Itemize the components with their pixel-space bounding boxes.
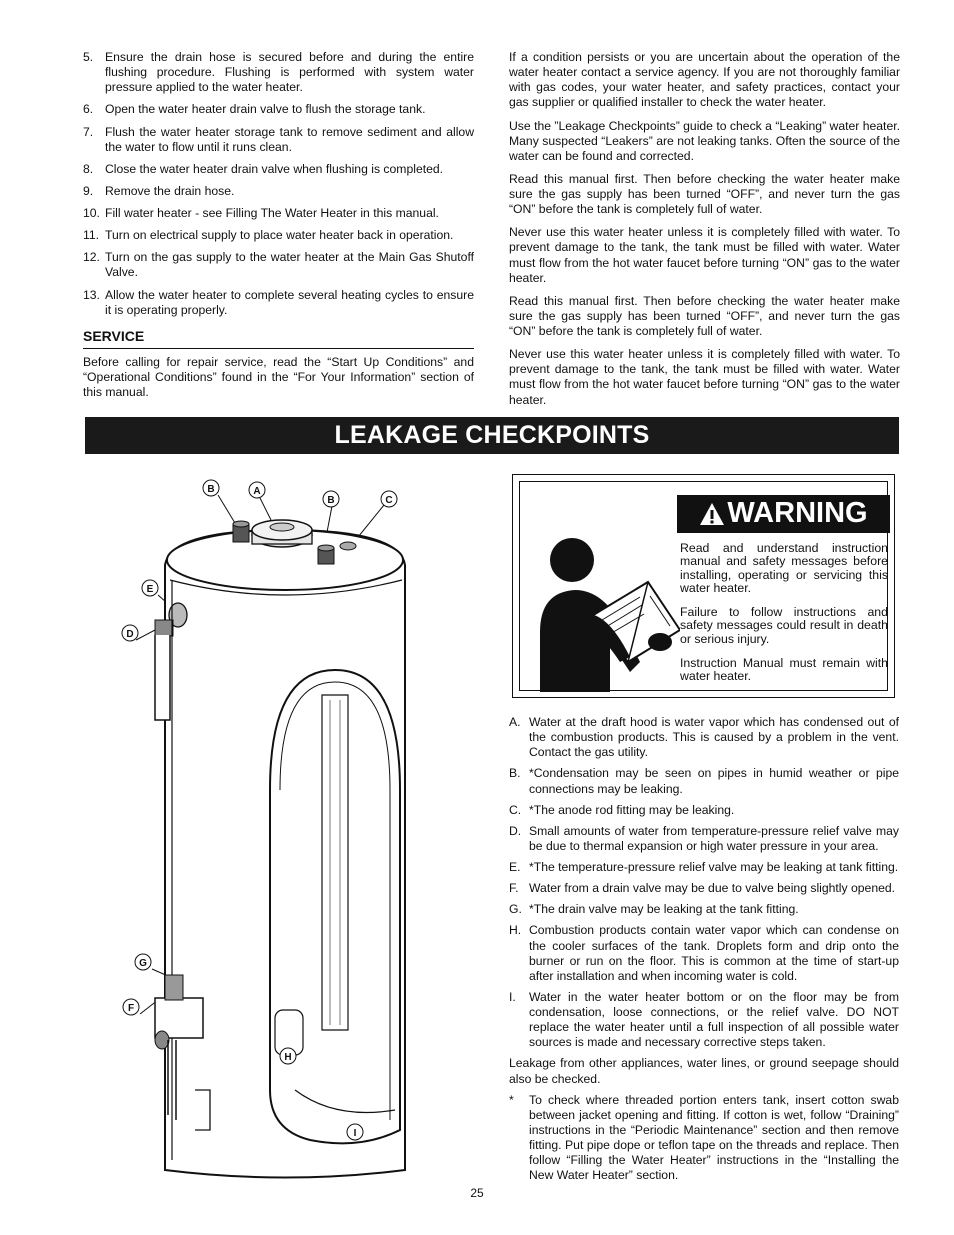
list-item [509,923,899,984]
diagram-label-d: D [126,629,134,640]
item-text: Water from a drain valve may be due to valve being slightly opened. [529,881,896,896]
warning-triangle-icon [699,502,725,526]
list-item [509,715,899,760]
step-text: Flush the water heater storage tank to remove sediment and allow the water to flow until it runs clean. [105,124,474,154]
person-reading-manual-icon [530,522,680,692]
section-banner: LEAKAGE CHECKPOINTS [85,417,899,454]
step-text: Turn on electrical supply to place water heater back in operation. [105,228,454,243]
item-text: Combustion products contain water vapor which can condense on the cooler surfaces of the tank. Droplets form and drip onto the burner or run on the floor. This is common at the time of start-up after installation and when incoming water is cold. [529,923,899,983]
warning-label [512,474,895,698]
item-text: *The drain valve may be leaking at the tank fitting. [529,902,799,917]
list-item [509,766,899,796]
step-text: Ensure the drain hose is secured before and during the entire flushing procedure. Flushing is performed with system water pressure applied to the water heater. [105,50,474,95]
right-column [509,50,900,416]
list-item [83,206,474,221]
step-number: 5. [83,50,94,64]
step-number: 11. [83,228,100,243]
list-item [83,288,474,318]
diagram-label-i: I [353,1128,357,1139]
diagram-label-a: A [253,486,261,497]
list-item [509,860,899,875]
step-number: 9. [83,183,94,198]
step-text: Open the water heater drain valve to flush the storage tank. [105,102,426,117]
service-heading: SERVICE [83,328,474,349]
step-number: 8. [83,161,94,176]
diagram-label-b: B [207,484,215,495]
warning-line: Instruction Manual must remain with water heater. [680,655,888,684]
diagram-label-h: H [284,1052,292,1063]
water-heater-diagram [110,470,430,1190]
paragraph: Read this manual first. Then before checking the water heater make sure the gas supply has been turned “OFF”, and never turn the gas “ON” before the tank is completely full of water. [509,293,900,338]
step-number: 13. [83,287,100,302]
list-item [509,803,899,818]
footnote [509,1093,899,1184]
step-number: 10. [83,206,100,220]
item-text: *The temperature-pressure relief valve may be leaking at tank fitting. [529,860,899,874]
service-paragraph: Before calling for repair service, read the “Start Up Conditions” and “Operational Conditions” found in the “For Your Information” section of this manual. [83,355,474,400]
item-letter: E. [509,860,521,874]
item-letter: A. [509,715,521,729]
item-text: Small amounts of water from temperature-pressure relief valve may be due to thermal expansion or high water pressure in your area. [529,823,899,853]
list-item [83,184,474,199]
list-item [83,162,474,177]
list-item [509,902,899,917]
list-item [509,881,899,896]
list-item [83,250,474,280]
item-text: *The anode rod fitting may be leaking. [529,802,735,817]
list-item [83,50,474,95]
item-text: *Condensation may be seen on pipes in humid weather or pipe connections may be leaking. [529,766,899,796]
footnote-mark: * [509,1092,514,1107]
step-text: Turn on the gas supply to the water heater at the Main Gas Shutoff Valve. [105,250,474,280]
paragraph: Never use this water heater unless it is completely filled with water. To prevent damage to the tank, the tank must be filled with water. Water must flow from the hot water faucet before turning “ON” gas to the water heater. [509,225,900,285]
list-item [509,824,899,854]
diagram-label-f: F [127,1003,135,1014]
item-letter: F. [509,881,519,896]
paragraph: Never use this water heater unless it is completely filled with water. To prevent damage to the tank, the tank must be filled with water. Water must flow from the hot water faucet before turning “ON” gas to the water heater. [509,347,900,407]
warning-label-frame [519,481,888,691]
step-text: Fill water heater - see Filling The Water Heater in this manual. [105,206,439,220]
list-item [83,102,474,117]
diagram-label-g: G [139,958,147,969]
step-text: Allow the water heater to complete several heating cycles to ensure it is operating properly. [105,287,474,317]
item-text: Water at the draft hood is water vapor which has condensed out of the combustion products. This is caused by a problem in the vent. Contact the gas utility. [529,715,899,760]
left-column [83,50,474,400]
warning-title [677,495,890,533]
paragraph: Read this manual first. Then before checking the water heater make sure the gas supply has been turned “OFF”, and never turn the gas “ON” before the tank is completely full of water. [509,171,900,217]
leak-note: Leakage from other appliances, water lines, or ground seepage should also be checked. [509,1056,899,1086]
item-letter: B. [509,766,521,781]
list-item [83,125,474,155]
diagram-label-c: C [385,495,393,506]
step-number: 12. [83,250,100,265]
paragraph: Use the ”Leakage Checkpoints” guide to check a “Leaking” water heater. Many suspected “Leakers” are not leaking tanks. Often the source of the water can be found and corrected. [509,118,900,163]
item-letter: G. [509,902,522,917]
item-letter: D. [509,823,522,838]
step-text: Close the water heater drain valve when flushing is completed. [105,161,444,176]
step-number: 7. [83,124,94,139]
item-text: Water in the water heater bottom or on the floor may be from condensation, loose connections, or the relief valve. DO NOT replace the water heater until a full inspection of all possible water sources is made and necessary corrective steps taken. [529,989,899,1050]
list-item [83,228,474,243]
page-number: 25 [470,1186,484,1200]
step-number: 6. [83,102,94,117]
paragraph: If a condition persists or you are uncertain about the operation of the water heater contact a service agency. If you are not thoroughly familiar with gas codes, your water heater, and safety practices, contact your gas supplier or qualified installer to check the water heater. [509,50,900,110]
list-item [509,990,899,1051]
footnote-text: To check where threaded portion enters tank, insert cotton swab between jacket opening and fitting. If cotton is wet, follow “Draining” instructions in the “Periodic Maintenance” section and then remove fitting. Put pipe dope or teflon tape on the threads and replace. Then follow “Filling the Water Heater” instructions in the “Installing the New Water Heater” section. [529,1092,899,1183]
diagram-label-b: B [327,495,335,506]
item-letter: H. [509,923,522,938]
warning-line: Read and understand instruction manual and safety messages before installing, operating or servicing this water heater. [680,541,888,595]
item-letter: I. [509,989,516,1004]
diagram-label-e: E [146,584,154,595]
warning-title-text: WARNING [727,497,868,530]
step-text: Remove the drain hose. [105,183,235,198]
warning-line: Failure to follow instructions and safety messages could result in death or serious injury. [680,605,888,646]
leakage-checkpoints-list [509,715,899,1189]
flushing-steps-list [83,50,474,318]
item-letter: C. [509,802,522,817]
warning-text [680,542,888,694]
